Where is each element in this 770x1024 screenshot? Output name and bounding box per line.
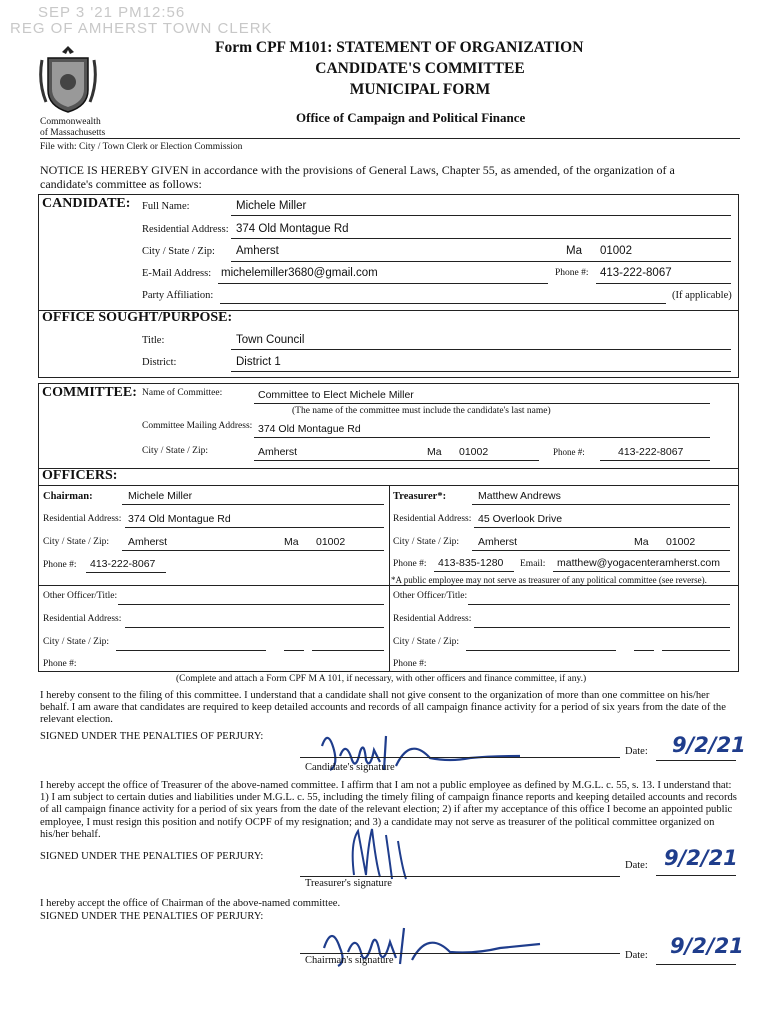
file-with: File with: City / Town Clerk or Election Commission [40,142,243,152]
chairman-date-line [656,964,736,965]
treasurer-date-label: Date: [625,860,648,871]
chairman-date-label: Date: [625,950,648,961]
chairman-value[interactable]: Michele Miller [128,490,193,502]
chairman-city-value[interactable]: Amherst [128,536,168,548]
other-zip-line-right [662,650,730,651]
committee-csz-line [254,460,539,461]
form-title: Form CPF M101: STATEMENT OF ORGANIZATION [215,39,584,56]
chairman-csz-line [122,550,384,551]
treasurer-phone-line [434,571,514,572]
district-label: District: [142,357,177,368]
office-title-value[interactable]: Town Council [236,334,305,346]
other-phone-label-left: Phone #: [43,659,77,669]
committee-city-value[interactable]: Amherst [258,446,298,458]
treasurer-label: Treasurer*: [393,491,447,502]
treasurer-zip-value[interactable]: 01002 [666,536,696,548]
residential-address-line [231,238,731,239]
treasurer-date-value[interactable]: 9/2/21 [664,846,738,870]
candidate-date-line [656,760,736,761]
treasurer-email-line [553,571,730,572]
residential-address-value[interactable]: 374 Old Montague Rd [236,223,349,235]
party-line [220,303,666,304]
mailing-address-line [254,437,710,438]
chairman-zip-value[interactable]: 01002 [316,536,346,548]
candidate-consent-text: I hereby consent to the filing of this committee. I understand that a candidate shall not give consent to the organization of more than one committee on his/her behalf. I am aware that candidates are required to keep detailed accounts and records of all campaign finance activity for a period of six years from the date of the relevant election. [40,690,726,726]
district-value[interactable]: District 1 [236,356,281,368]
full-name-label: Full Name: [142,201,190,212]
chairman-date-value[interactable]: 9/2/21 [670,934,744,958]
office-title-label: Title: [142,335,165,346]
other-address-label-right: Residential Address: [393,614,472,624]
other-phone-line-right [434,671,514,672]
email-line [218,283,548,284]
treasurer-value[interactable]: Matthew Andrews [478,490,561,502]
committee-csz-label: City / State / Zip: [142,446,208,456]
treasurer-phone-label: Phone #: [393,559,427,569]
treasurer-perjury-label: SIGNED UNDER THE PENALTIES OF PERJURY: [40,851,264,862]
chairman-signature-line [300,953,620,954]
chairman-address-line [125,527,384,528]
committee-name-line [254,403,710,404]
treasurer-signature-label: Treasurer's signature [305,878,392,889]
office-title-line [231,349,731,350]
massachusetts-seal-icon [38,42,98,116]
officers-heading: OFFICERS: [42,468,118,483]
candidate-date-label: Date: [625,746,648,757]
form-type: MUNICIPAL FORM [349,81,491,98]
committee-name-label: Name of Committee: [142,388,223,398]
officers-divider [389,485,390,671]
chairman-address-value[interactable]: 374 Old Montague Rd [128,513,231,525]
chairman-phone-line [86,572,166,573]
committee-phone-label: Phone #: [553,447,585,457]
email-value[interactable]: michelemiller3680@gmail.com [221,267,378,279]
treasurer-csz-label: City / State / Zip: [393,537,459,547]
treasurer-city-value[interactable]: Amherst [478,536,518,548]
city-state-zip-label: City / State / Zip: [142,246,215,257]
party-note: (If applicable) [672,290,732,301]
state-value[interactable]: Ma [566,245,582,257]
chairman-line [122,504,384,505]
treasurer-note: *A public employee may not serve as treasurer of any political committee (see reverse). [391,575,707,585]
chairman-phone-label: Phone #: [43,560,77,570]
committee-heading: COMMITTEE: [42,385,137,400]
treasurer-email-value[interactable]: matthew@yogacenteramherst.com [557,557,720,569]
other-phone-label-right: Phone #: [393,659,427,669]
treasurer-phone-value[interactable]: 413-835-1280 [438,557,504,569]
candidate-signature-line [300,757,620,758]
phone-label: Phone #: [555,268,589,278]
committee-state-value[interactable]: Ma [427,446,442,458]
candidate-date-value[interactable]: 9/2/21 [672,733,746,757]
full-name-line [231,215,731,216]
form-subtitle: CANDIDATE'S COMMITTEE [315,60,525,77]
chairman-state-value[interactable]: Ma [284,536,299,548]
chairman-signature-label: Chairman's signature [305,955,394,966]
phone-value[interactable]: 413-222-8067 [600,267,672,279]
treasurer-email-label: Email: [520,559,546,569]
treasurer-csz-line [472,550,730,551]
other-csz-line-right [466,650,616,651]
committee-name-note: (The name of the committee must include the candidate's last name) [292,406,551,416]
officers-rule [38,485,738,486]
city-line [231,261,731,262]
party-label: Party Affiliation: [142,290,214,301]
other-address-line-left [125,627,384,628]
other-officer-label-left: Other Officer/Title: [43,591,118,601]
received-stamp-line2: REG OF AMHERST TOWN CLERK [10,20,273,37]
mailing-address-label: Committee Mailing Address: [142,421,253,431]
other-state-line-right [634,650,654,651]
chairman-csz-label: City / State / Zip: [43,537,109,547]
candidate-signature-label: Candidate's signature [305,762,395,773]
other-address-label-left: Residential Address: [43,614,122,624]
office-name: Office of Campaign and Political Finance [296,110,526,125]
zip-value[interactable]: 01002 [600,245,632,257]
full-name-value[interactable]: Michele Miller [236,200,307,212]
treasurer-state-value[interactable]: Ma [634,536,649,548]
treasurer-line [472,504,730,505]
treasurer-address-label: Residential Address: [393,514,472,524]
chairman-phone-value[interactable]: 413-222-8067 [90,558,156,570]
received-stamp-line1: SEP 3 '21 PM12:56 [38,4,186,21]
committee-phone-value[interactable]: 413-222-8067 [618,446,684,458]
other-address-line-right [474,627,730,628]
city-value[interactable]: Amherst [236,245,279,257]
office-heading: OFFICE SOUGHT/PURPOSE: [42,310,233,325]
other-state-line-left [284,650,304,651]
seal-caption-line1: Commonwealth [40,117,101,127]
other-csz-label-right: City / State / Zip: [393,637,459,647]
notice-text: NOTICE IS HEREBY GIVEN in accordance with the provisions of General Laws, Chapter 55, as amended, of the organization of a candidate's committee as follows: [40,163,675,191]
district-line [231,371,731,372]
other-zip-line-left [312,650,384,651]
other-phone-line-left [86,671,166,672]
chairman-address-label: Residential Address: [43,514,122,524]
residential-address-label: Residential Address: [142,224,229,235]
chairman-label: Chairman: [43,491,93,502]
other-csz-line-left [116,650,266,651]
treasurer-date-line [656,875,736,876]
attach-note: (Complete and attach a Form CPF M A 101, if necessary, with other officers and finance committee, if any.) [176,674,587,684]
treasurer-address-value[interactable]: 45 Overlook Drive [478,513,563,525]
treasurer-address-line [474,527,730,528]
other-officer-line-right [468,604,730,605]
candidate-perjury-label: SIGNED UNDER THE PENALTIES OF PERJURY: [40,731,264,742]
seal-caption-line2: of Massachusetts [40,128,106,138]
phone-line [596,283,731,284]
other-csz-label-left: City / State / Zip: [43,637,109,647]
other-officer-line-left [118,604,384,605]
candidate-heading: CANDIDATE: [42,196,131,211]
other-officer-label-right: Other Officer/Title: [393,591,468,601]
chairman-perjury-label: SIGNED UNDER THE PENALTIES OF PERJURY: [40,911,264,922]
header-rule [40,138,740,139]
committee-name-value[interactable]: Committee to Elect Michele Miller [258,389,414,401]
other-officers-rule [38,585,738,586]
mailing-address-value[interactable]: 374 Old Montague Rd [258,423,361,435]
chairman-consent-text: I hereby accept the office of Chairman of the above-named committee. [40,898,341,909]
treasurer-consent-text: I hereby accept the office of Treasurer of the above-named committee. I affirm that I am not a public employee as defined by M.G.L. c. 55, s. 13. I understand that: 1) I am subject to certain duties and liabilities under M.G.L. c. 55, including the timely filing of campaign finance reports and keeping detailed accounts and records of all campaign finance activity for a period of six years from the date of the relevant election; 2) if after my acceptance of this office I become an appointed public employee, I must resign this position and notify OCPF of my resignation; and 3) a candidate may not serve as treasurer of the political committee organized on his/her behalf. [40,780,737,840]
treasurer-signature-line [300,876,620,877]
email-label: E-Mail Address: [142,268,212,279]
committee-phone-line [600,460,710,461]
committee-zip-value[interactable]: 01002 [459,446,489,458]
